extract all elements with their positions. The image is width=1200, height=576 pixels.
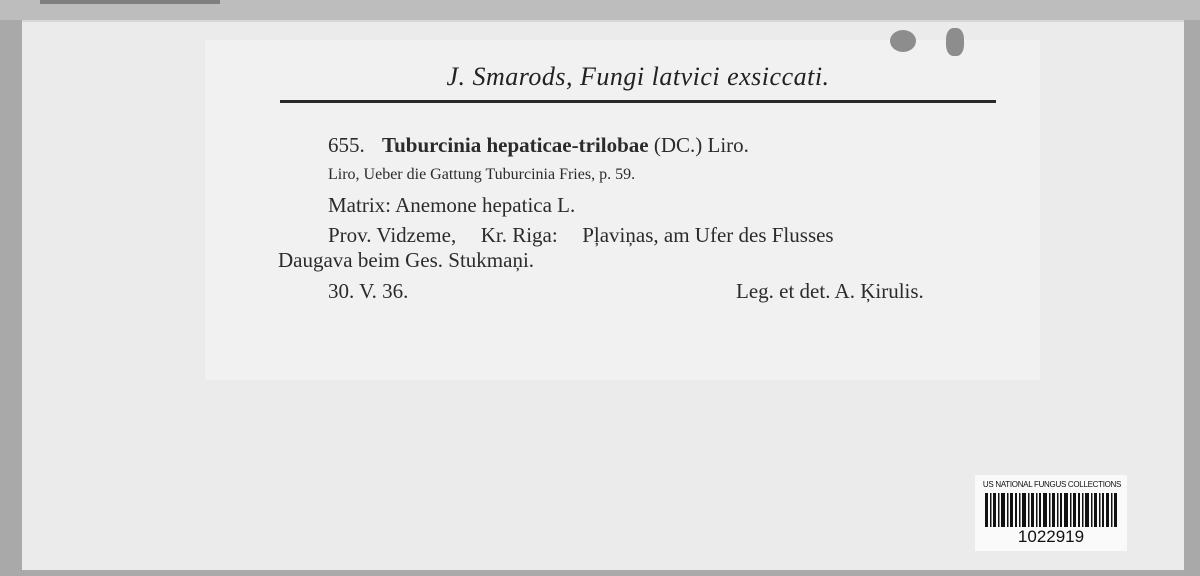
matrix-line: Matrix: Anemone hepatica L. [328, 193, 576, 217]
barcode-number: 1022919 [1017, 527, 1085, 546]
species-line [328, 133, 749, 158]
barcode-bars [985, 493, 1117, 527]
label-header: J. Smarods, Fungi latvici exsiccati. [446, 62, 830, 91]
locality-district: Kr. Riga: [480, 223, 558, 247]
collection-date: 30. V. 36. [328, 279, 409, 303]
reference-line: Liro, Ueber die Gattung Tuburcinia Fries, p. 59. [328, 166, 636, 183]
barcode-label [975, 475, 1127, 551]
top-edge-strip [0, 0, 1200, 20]
top-edge-shadow [40, 0, 220, 4]
locality-line [328, 223, 996, 248]
locality-province: Prov. Vidzeme, [328, 223, 457, 247]
species-name: Tuburcinia hepaticae-trilobae [382, 133, 649, 157]
barcode-institution: US NATIONAL FUNGUS COLLECTIONS [982, 480, 1122, 489]
exsiccata-number: 655. [328, 133, 365, 157]
locality-line-2: Daugava beim Ges. Stukmaņi. [278, 248, 535, 272]
stain-mark [890, 30, 916, 52]
species-author: (DC.) Liro. [653, 133, 749, 157]
stain-mark [946, 28, 964, 56]
locality-place: Pļaviņas, am Ufer des Flusses [582, 223, 834, 247]
header-rule [280, 100, 996, 103]
collector-line: Leg. et det. A. Ķirulis. [736, 279, 924, 303]
